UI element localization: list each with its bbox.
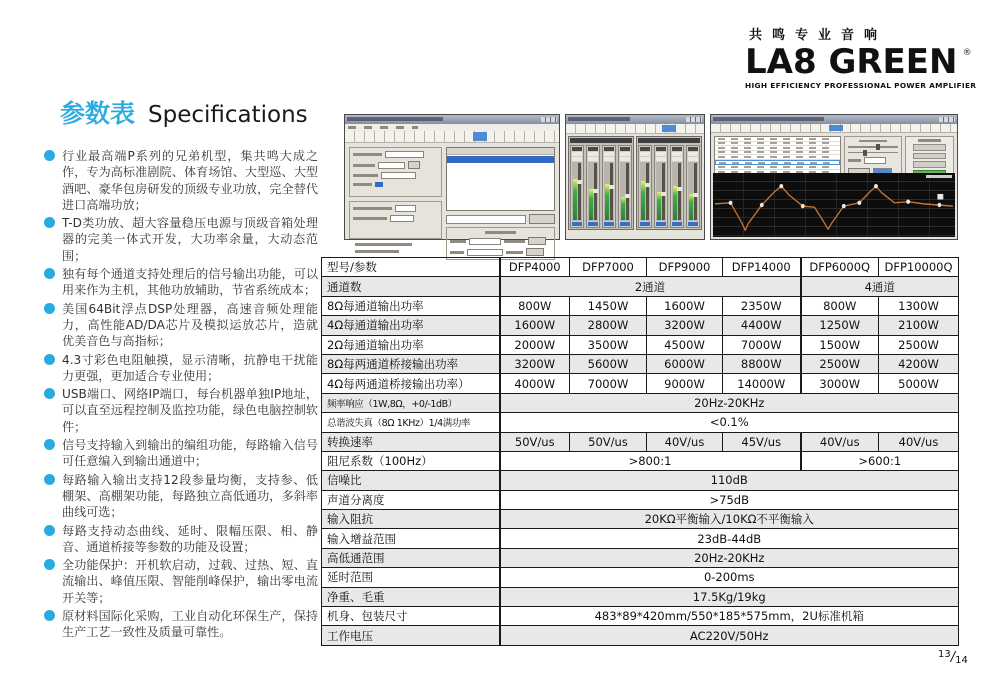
table-row	[322, 296, 959, 315]
titlebar-text	[568, 117, 630, 121]
brand-logo	[745, 24, 977, 90]
channel-strip	[638, 145, 652, 228]
mixer-software-screenshot	[565, 114, 705, 240]
bullet-dot-icon	[44, 150, 55, 161]
feature-text: T-D类功放、超大容量稳压电源与顶级音箱处理器的完美一体式开发，大功率余量，大动态范围；	[62, 216, 318, 263]
value-cell: 2500W	[801, 354, 879, 373]
row-label: 输入阻抗	[322, 510, 500, 529]
value-cell: 3000W	[801, 374, 879, 393]
channel-strip	[586, 145, 600, 228]
row-label: 2Ω每通道输出功率	[322, 335, 500, 354]
value-cell: 23dB-44dB	[500, 529, 959, 548]
titlebar	[711, 115, 957, 124]
slider	[848, 152, 898, 153]
brand-name: LA8 GREEN	[745, 42, 958, 82]
feature-text: 原材料国际化采购，工业自动化环保生产，保持生产工艺一致性及质量可靠性。	[62, 609, 318, 640]
value-cell: 3500W	[570, 335, 647, 354]
feature-list	[44, 148, 318, 643]
value-cell: 2800W	[570, 316, 647, 335]
row-label: 声道分离度	[322, 490, 500, 509]
feature-text: 全功能保护：开机软启动，过载、过热、短、直流输出、峰值压限、智能削峰保护，输出零电流开关等；	[62, 558, 318, 605]
window-buttons-icon	[939, 117, 955, 122]
toolbar	[345, 131, 559, 143]
bullet-dot-icon	[44, 610, 55, 621]
bullet-dot-icon	[44, 217, 55, 228]
page-title	[60, 94, 308, 130]
value-cell: 1300W	[879, 296, 959, 315]
groupbox-connection	[349, 147, 442, 197]
dialog-body	[345, 143, 559, 264]
page-number: $^{13}$/14	[938, 649, 968, 666]
feature-item	[44, 266, 318, 299]
value-cell: >600:1	[801, 451, 959, 470]
specifications-table	[321, 257, 959, 646]
value-cell: 800W	[500, 296, 570, 315]
titlebar-text	[347, 117, 443, 121]
row-label: 频率响应（1W,8Ω，+0/-1dB）	[322, 393, 500, 412]
table-row	[322, 451, 959, 470]
value-cell: 110dB	[500, 471, 959, 490]
feature-text: 行业最高端P系列的兄弟机型，集共鸣大成之作，专为高标准剧院、体育场馆、大型巡、大型酒吧、豪华包房研发的顶级专业功放，完全替代进口高端功放；	[62, 149, 318, 212]
active-tool-button	[829, 125, 843, 131]
row-label: 信噪比	[322, 471, 500, 490]
feature-text: USB端口、网络IP端口，每台机器单独IP地址，可以直至远程控制及监控功能，绿色电脑控制软件；	[62, 387, 318, 434]
feature-text: 美国64Bit浮点DSP处理器，高速音频处理能力，高性能AD/DA芯片及模拟运放芯片，造就优美音色与高指标；	[62, 301, 318, 349]
feature-text: 每路输入输出支持12段参量均衡，支持参、低棚架、高棚架功能，每路独立高低通功，多斜率曲线可选；	[62, 472, 318, 520]
slider	[848, 146, 898, 147]
table-row	[322, 277, 959, 296]
toolbar	[711, 124, 957, 133]
feature-text: 每路支持动态曲线、延时、限幅压限、相、静音、通道桥接等参数的功能及设置；	[62, 523, 318, 554]
bullet-dot-icon	[44, 268, 55, 279]
value-cell: 2通道	[500, 277, 801, 296]
table-row	[322, 529, 959, 548]
table-corner-header: 型号/参数	[322, 258, 500, 277]
registered-mark: ®	[962, 48, 972, 58]
page-number-bottom: 14	[955, 655, 968, 666]
bullet-dot-icon	[44, 559, 55, 570]
value-cell: 7000W	[723, 335, 801, 354]
active-tool-button	[662, 125, 676, 132]
feature-text: 信号支持输入到输出的编组功能，每路输入信号可任意编入到输出通道中；	[62, 438, 318, 469]
value-cell: 4000W	[500, 374, 570, 393]
feature-item	[44, 557, 318, 606]
group-header	[638, 138, 700, 143]
eq-button	[913, 161, 945, 168]
table-header-row	[322, 258, 959, 277]
model-column-header: DFP6000Q	[801, 258, 879, 277]
channel-strip	[602, 145, 616, 228]
feature-item	[44, 352, 318, 385]
bullet-dot-icon	[44, 354, 55, 365]
selected-row	[447, 156, 554, 163]
value-cell: 3200W	[647, 316, 723, 335]
table-row	[322, 432, 959, 451]
model-column-header: DFP9000	[647, 258, 723, 277]
value-cell: 4200W	[879, 354, 959, 373]
value-cell: <0.1%	[500, 413, 959, 432]
channel-strip	[670, 145, 684, 228]
feature-item	[44, 523, 318, 556]
eq-button	[913, 153, 945, 160]
value-cell: 40V/us	[801, 432, 879, 451]
output-strips	[637, 144, 701, 229]
page-number-top: 13	[938, 649, 951, 660]
row-label: 机身、包装尺寸	[322, 607, 500, 626]
table-row	[322, 335, 959, 354]
row-label: 工作电压	[322, 626, 500, 645]
table-row	[322, 316, 959, 335]
value-cell: 2100W	[879, 316, 959, 335]
feature-text: 独有每个通道支持处理后的信号输出功能，可以用来作为主机，其他功放辅助，节省系统成本；	[62, 267, 318, 298]
row-label: 4Ω每通道输出功率	[322, 316, 500, 335]
settings-panel	[349, 147, 442, 260]
row-label: 高低通范围	[322, 548, 500, 567]
value-cell: 6000W	[647, 354, 723, 373]
value-cell: 40V/us	[879, 432, 959, 451]
input-strips	[569, 144, 633, 229]
titlebar	[566, 115, 704, 124]
value-cell: 40V/us	[647, 432, 723, 451]
value-cell: 50V/us	[570, 432, 647, 451]
value-cell: 2350W	[723, 296, 801, 315]
model-column-header: DFP14000	[723, 258, 801, 277]
row-label: 转换速率	[322, 432, 500, 451]
table-row	[322, 471, 959, 490]
value-cell: 0-200ms	[500, 568, 959, 587]
config-software-screenshot	[344, 114, 560, 240]
row-label: 通道数	[322, 277, 500, 296]
value-cell: >75dB	[500, 490, 959, 509]
value-cell: 17.5Kg/19kg	[500, 587, 959, 606]
row-label: 阻尼系数（100Hz）	[322, 451, 500, 470]
window-buttons-icon	[686, 117, 702, 122]
value-cell: 4500W	[647, 335, 723, 354]
brand-tagline: HIGH EFFICIENCY PROFESSIONAL POWER AMPLIFIER	[745, 81, 977, 90]
page-title-chinese: 参数表	[60, 99, 136, 128]
model-column-header: DFP4000	[500, 258, 570, 277]
model-column-header: DFP7000	[570, 258, 647, 277]
bullet-dot-icon	[44, 474, 55, 485]
channel-strip	[618, 145, 632, 228]
value-cell: 5600W	[570, 354, 647, 373]
feature-item	[44, 215, 318, 264]
toolbar	[566, 124, 704, 134]
value-cell: 1250W	[801, 316, 879, 335]
page-title-english: Specifications	[148, 102, 308, 128]
brand-chinese-text: 共鸣专业音响	[749, 28, 888, 43]
value-cell: 8800W	[723, 354, 801, 373]
value-cell: 4400W	[723, 316, 801, 335]
eq-curve	[713, 173, 955, 237]
channel-groups	[566, 134, 704, 232]
value-cell: 7000W	[570, 374, 647, 393]
eq-curve-graph	[713, 173, 955, 237]
input-channel-group	[568, 136, 634, 230]
table-row	[322, 490, 959, 509]
groupbox-network	[446, 227, 555, 260]
bullet-dot-icon	[44, 388, 55, 399]
value-cell: 14000W	[723, 374, 801, 393]
model-column-header: DFP10000Q	[879, 258, 959, 277]
table-row	[322, 393, 959, 412]
value-cell: 1600W	[647, 296, 723, 315]
table-row	[322, 510, 959, 529]
bullet-dot-icon	[44, 303, 55, 314]
value-cell: 1500W	[801, 335, 879, 354]
active-tool-button	[473, 132, 487, 141]
eq-software-screenshot	[710, 114, 958, 240]
row-label: 8Ω每两通道桥接输出功率	[322, 354, 500, 373]
row-label: 延时范围	[322, 568, 500, 587]
value-cell: 2500W	[879, 335, 959, 354]
row-label: 8Ω每通道输出功率	[322, 296, 500, 315]
row-label: 总谐波失真（8Ω 1KHz）1/4满功率	[322, 413, 500, 432]
device-list-panel	[446, 147, 555, 260]
value-cell: 800W	[801, 296, 879, 315]
value-cell: 45V/us	[723, 432, 801, 451]
row-label: 输入增益范围	[322, 529, 500, 548]
channel-strip	[654, 145, 668, 228]
table-row	[322, 413, 959, 432]
group-header	[570, 138, 632, 143]
channel-strip	[686, 145, 700, 228]
channel-strip	[570, 145, 584, 228]
feature-item	[44, 608, 318, 641]
table-row	[322, 607, 959, 626]
brand-name-row	[745, 42, 972, 82]
value-cell: 3200W	[500, 354, 570, 373]
bullet-dot-icon	[44, 439, 55, 450]
value-cell: 483*89*420mm/550*185*575mm，2U标准机箱	[500, 607, 959, 626]
list-header	[447, 148, 554, 155]
table-row	[322, 548, 959, 567]
feature-item	[44, 437, 318, 470]
value-cell: 20Hz-20KHz	[500, 393, 959, 412]
value-cell: 50V/us	[500, 432, 570, 451]
table-row	[322, 626, 959, 645]
table-row	[322, 568, 959, 587]
feature-item	[44, 301, 318, 350]
titlebar	[345, 115, 559, 124]
output-channel-group	[636, 136, 702, 230]
value-cell: 20KΩ平衡输入/10KΩ不平衡输入	[500, 510, 959, 529]
table-row	[322, 374, 959, 393]
bullet-dot-icon	[44, 525, 55, 536]
eq-button	[913, 144, 945, 151]
feature-item	[44, 148, 318, 213]
row-label: 净重、毛重	[322, 587, 500, 606]
value-cell: 1600W	[500, 316, 570, 335]
value-cell: 1450W	[570, 296, 647, 315]
row-label: 4Ω每两通道桥接输出功率）	[322, 374, 500, 393]
value-cell: 20Hz-20KHz	[500, 548, 959, 567]
menubar	[345, 124, 559, 131]
value-cell: 5000W	[879, 374, 959, 393]
feature-text: 4.3寸彩色电阻触摸，显示清晰，抗静电干扰能力更强，更加适合专业使用；	[62, 352, 318, 383]
value-cell: 4通道	[801, 277, 959, 296]
value-cell: >800:1	[500, 451, 801, 470]
device-listbox	[446, 147, 555, 211]
window-buttons-icon	[541, 117, 557, 122]
value-cell: 9000W	[647, 374, 723, 393]
table-row	[322, 587, 959, 606]
titlebar-text	[713, 117, 824, 121]
groupbox-options	[349, 201, 442, 239]
table-row	[322, 354, 959, 373]
feature-item	[44, 472, 318, 521]
feature-item	[44, 386, 318, 435]
value-cell: 2000W	[500, 335, 570, 354]
value-cell: AC220V/50Hz	[500, 626, 959, 645]
